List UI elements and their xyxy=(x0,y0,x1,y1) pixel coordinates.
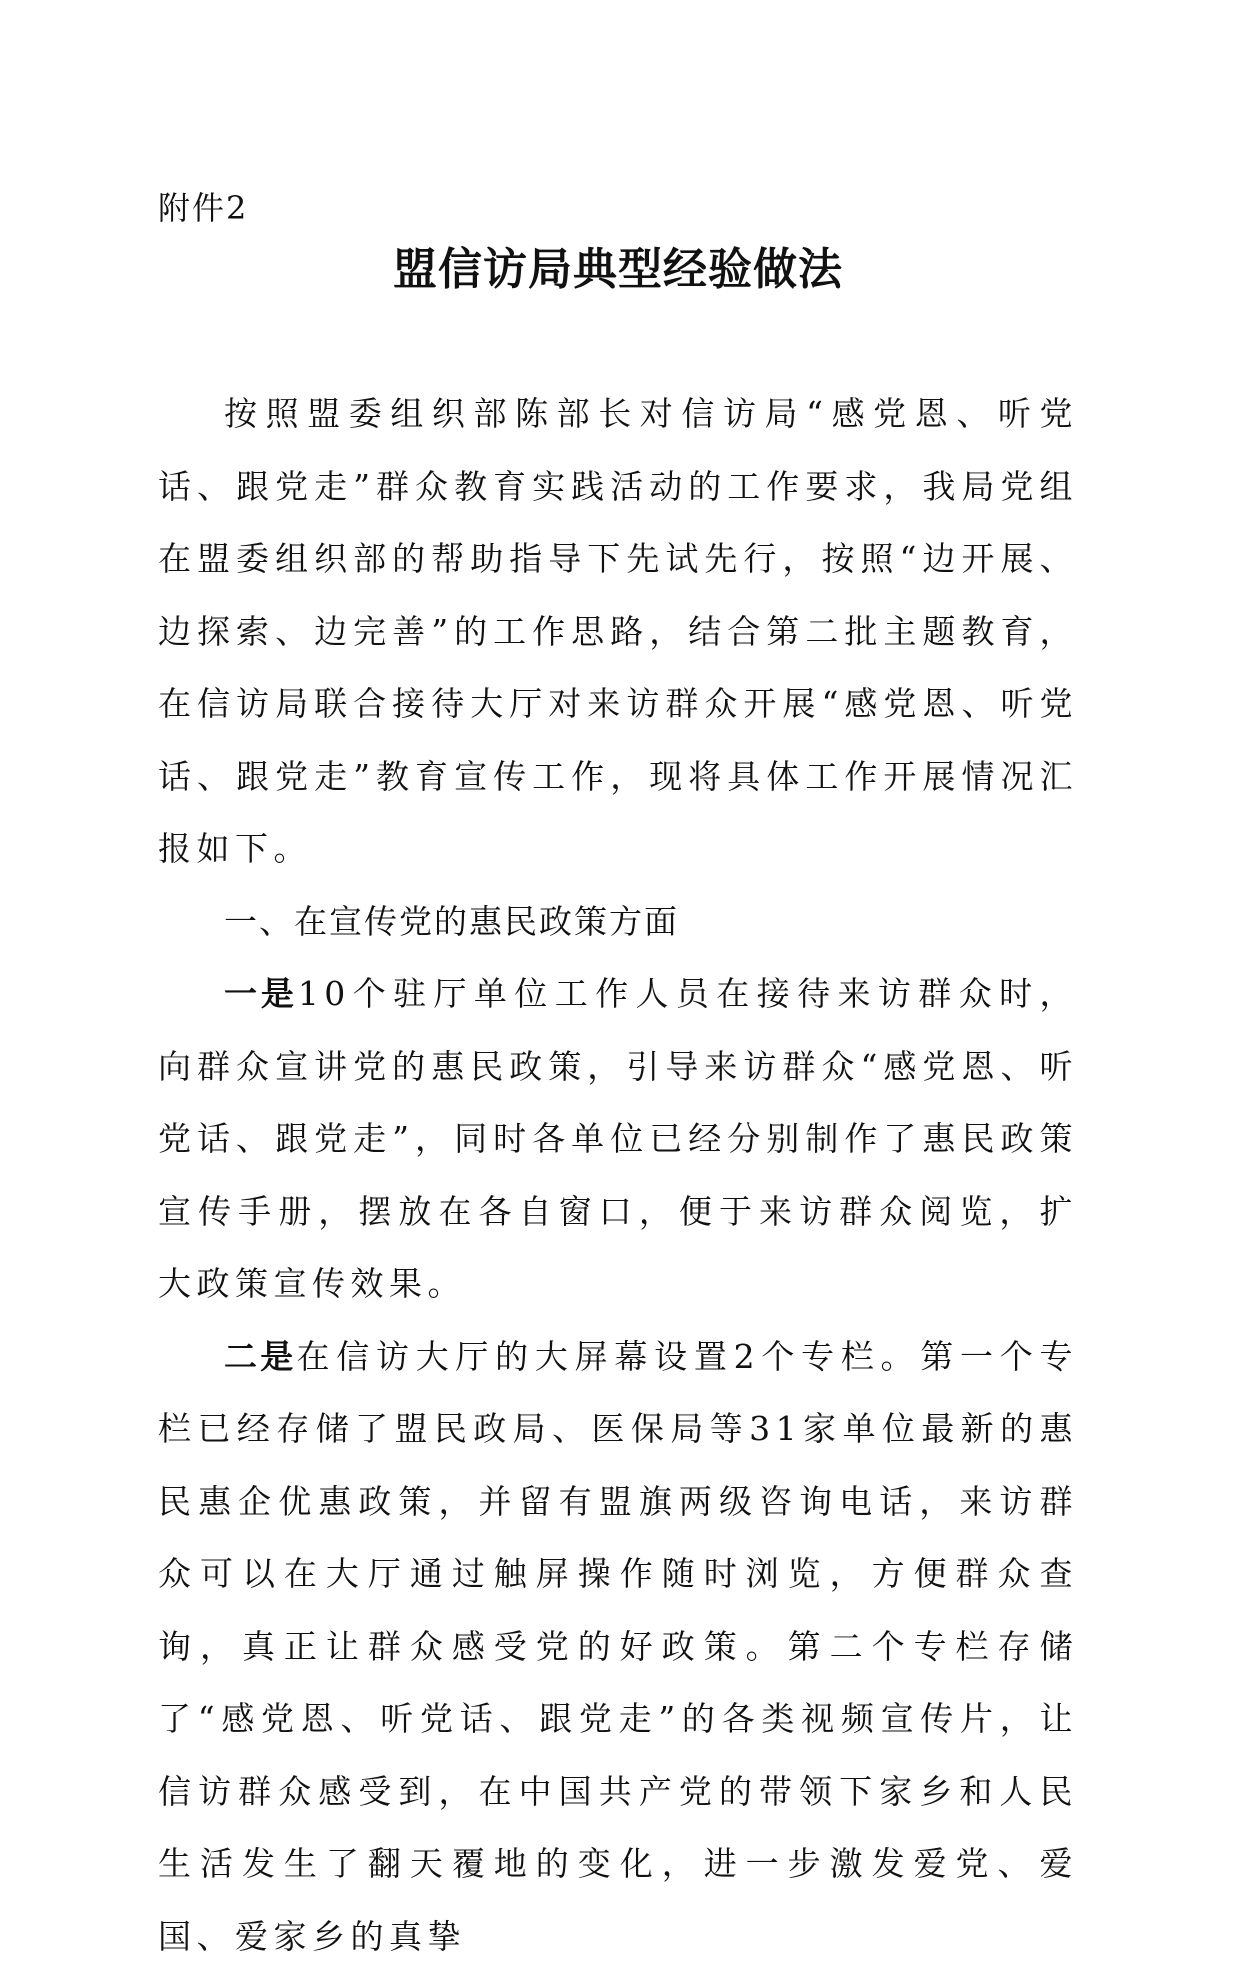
item-one-lead: 一是 xyxy=(224,974,298,1013)
item-one-text: 10个驻厅单位工作人员在接待来访群众时，向群众宣讲党的惠民政策，引导来访群众“感党恩、听党话、跟党走”，同时各单位已经分别制作了惠民政策宣传手册，摆放在各自窗口，便于来访群众阅览，扩大政策宣传效果。 xyxy=(158,974,1078,1303)
item-one-paragraph xyxy=(158,958,1078,1321)
attachment-label: 附件2 xyxy=(158,188,248,228)
document-title: 盟信访局典型经验做法 xyxy=(158,240,1078,300)
document-body xyxy=(158,378,1078,1973)
intro-paragraph: 按照盟委组织部陈部长对信访局“感党恩、听党话、跟党走”群众教育实践活动的工作要求，我局党组在盟委组织部的帮助指导下先试先行，按照“边开展、边探索、边完善”的工作思路，结合第二批主题教育，在信访局联合接待大厅对来访群众开展“感党恩、听党话、跟党走”教育宣传工作，现将具体工作开展情况汇报如下。 xyxy=(158,378,1078,886)
item-two-lead: 二是 xyxy=(224,1337,296,1376)
item-two-text: 在信访大厅的大屏幕设置2个专栏。第一个专栏已经存储了盟民政局、医保局等31家单位最新的惠民惠企优惠政策，并留有盟旗两级咨询电话，来访群众可以在大厅通过触屏操作随时浏览，方便群众查询，真正让群众感受党的好政策。第二个专栏存储了“感党恩、听党话、跟党走”的各类视频宣传片，让信访群众感受到，在中国共产党的带领下家乡和人民生活发生了翻天覆地的变化，进一步激发爱党、爱国、爱家乡的真挚 xyxy=(158,1337,1078,1956)
item-two-paragraph xyxy=(158,1321,1078,1973)
section-heading: 一、在宣传党的惠民政策方面 xyxy=(158,886,1078,959)
